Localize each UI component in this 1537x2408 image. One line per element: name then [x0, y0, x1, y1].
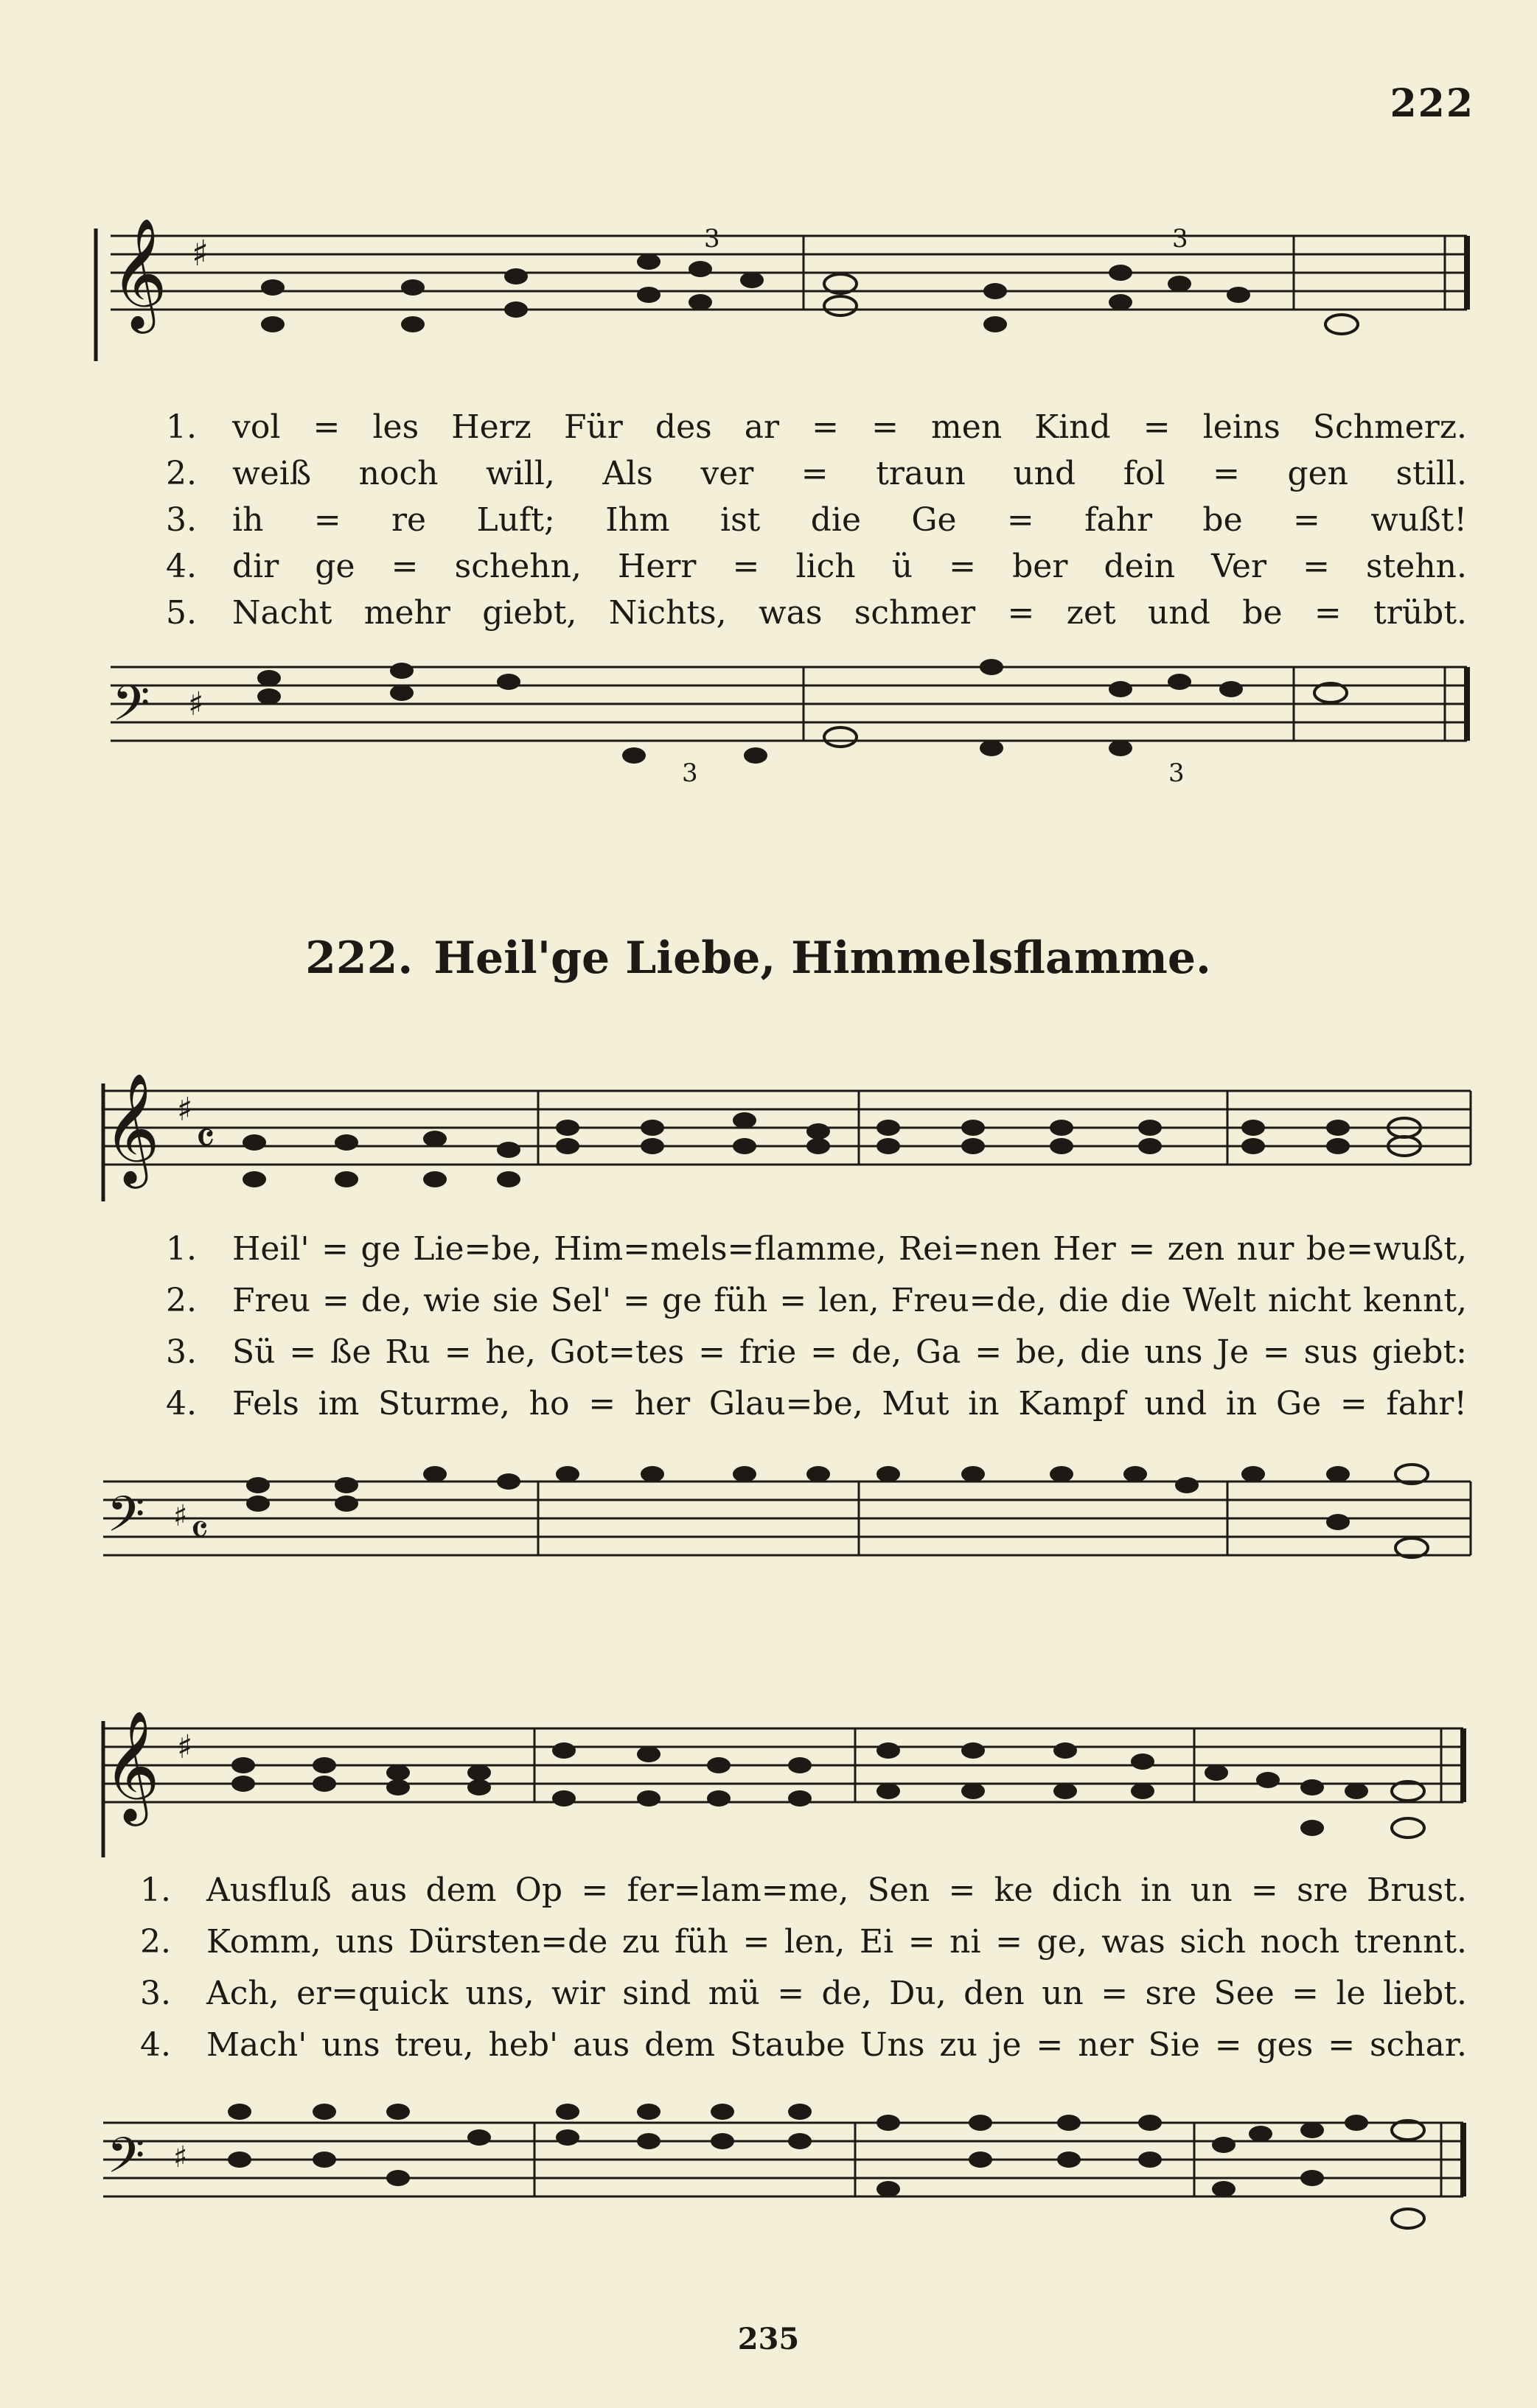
svg-text:♯: ♯: [188, 685, 204, 723]
verse-line: 3. Ach, er=quick uns, wir sind mü = de, Du, den un = sre See = le liebt.: [140, 1975, 1467, 2012]
svg-text:♯: ♯: [173, 2140, 188, 2174]
verses-system-2: [166, 1224, 1467, 1430]
page-number: 235: [737, 2322, 800, 2356]
treble-staff-system-2: [0, 1061, 1537, 1201]
svg-text:𝄞: 𝄞: [103, 1072, 160, 1184]
hymn-number: 222.: [305, 932, 414, 984]
bass-staff-system-1: [0, 634, 1537, 803]
verse-line: 4. dir ge = schehn, Herr = lich ü = ber dein Ver = stehn.: [166, 548, 1467, 585]
verses-system-1: [166, 404, 1467, 636]
svg-text:𝄢: 𝄢: [107, 2127, 145, 2196]
hymn-title: [0, 932, 1537, 984]
hymn-title-text: Heil'ge Liebe, Himmelsflamme.: [433, 932, 1211, 984]
verse-line: 3. ih = re Luft; Ihm ist die Ge = fahr be = wußt!: [166, 501, 1467, 539]
verse-line: 2. weiß noch will, Als ver = traun und fol = gen still.: [166, 455, 1467, 492]
verse-line: 1. Ausfluß aus dem Op = fer=lam=me, Sen = ke dich in un = sre Brust.: [140, 1871, 1467, 1909]
svg-text:♯: ♯: [192, 233, 209, 274]
svg-text:3: 3: [1172, 224, 1188, 254]
verse-line: 2. Komm, uns Dürsten=de zu füh = len, Ei = ni = ge, was sich noch trennt.: [140, 1923, 1467, 1961]
svg-text:𝄢: 𝄢: [107, 1486, 145, 1554]
verses-system-3: [140, 1865, 1467, 2071]
treble-staff-system-1: [0, 214, 1537, 361]
svg-text:3: 3: [704, 224, 720, 254]
svg-text:3: 3: [1168, 758, 1185, 788]
bass-staff-system-2: [0, 1452, 1537, 1599]
treble-staff-system-3: [0, 1695, 1537, 1857]
svg-text:3: 3: [682, 758, 698, 788]
verse-line: 1. vol = les Herz Für des ar = = men Kind = leins Schmerz.: [166, 408, 1467, 446]
svg-text:𝄴: 𝄴: [195, 1113, 215, 1165]
verse-line: 5. Nacht mehr giebt, Nichts, was schmer = zet und be = trübt.: [166, 594, 1467, 632]
svg-text:𝄴: 𝄴: [190, 1507, 209, 1554]
bass-staff-system-3: [0, 2079, 1537, 2248]
svg-text:♯: ♯: [177, 1728, 193, 1766]
svg-text:♯: ♯: [173, 1499, 188, 1533]
verse-line: 1. Heil' = ge Lie=be, Him=mels=flamme, Rei=nen Her = zen nur be=wußt,: [166, 1230, 1467, 1268]
svg-text:𝄞: 𝄞: [103, 1709, 160, 1821]
verse-line: 4. Fels im Sturme, ho = her Glau=be, Mut in Kampf und in Ge = fahr!: [166, 1385, 1467, 1423]
verse-line: 3. Sü = ße Ru = he, Got=tes = frie = de, Ga = be, die uns Je = sus giebt:: [166, 1333, 1467, 1371]
svg-text:♯: ♯: [177, 1091, 193, 1128]
verse-line: 2. Freu = de, wie sie Sel' = ge füh = len, Freu=de, die die Welt nicht kennt,: [166, 1282, 1467, 1319]
verse-line: 4. Mach' uns treu, heb' aus dem Staube Uns zu je = ner Sie = ges = schar.: [140, 2026, 1467, 2064]
running-hymn-number: 222: [1390, 81, 1474, 126]
svg-text:𝄢: 𝄢: [112, 675, 150, 744]
svg-text:𝄞: 𝄞: [111, 217, 167, 329]
